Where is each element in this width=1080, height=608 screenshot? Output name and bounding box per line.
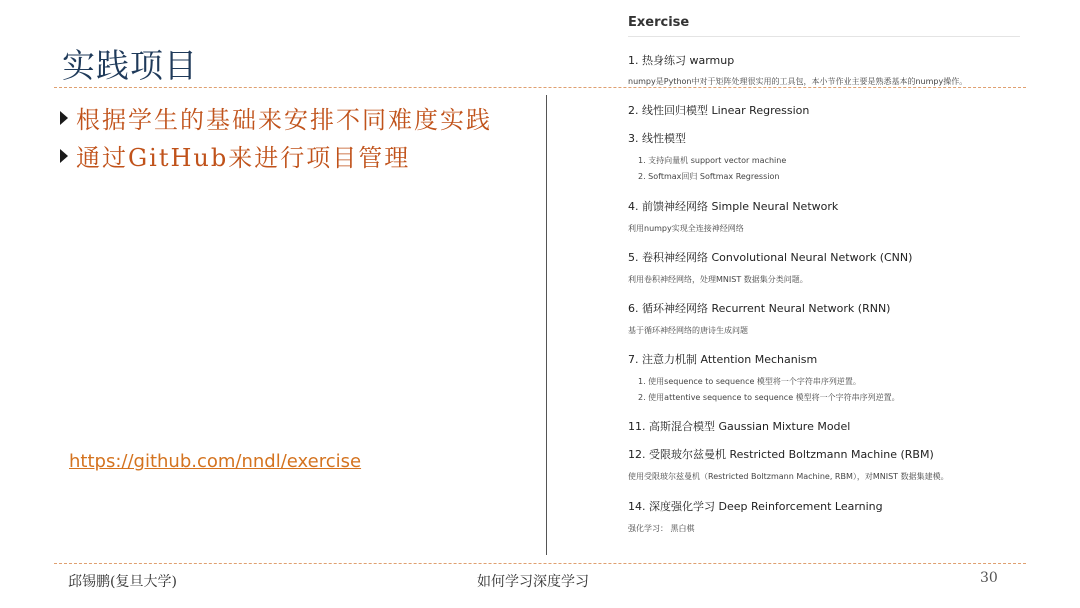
exercise-item-title: 14. 深度强化学习 Deep Reinforcement Learning xyxy=(628,500,883,513)
exercise-item-title: 12. 受限玻尔兹曼机 Restricted Boltzmann Machine (RBM) xyxy=(628,448,934,461)
footer-course-title: 如何学习深度学习 xyxy=(477,574,589,590)
exercise-item-desc: numpy是Python中对于矩阵处理很实用的工具包，本小节作业主要是熟悉基本的numpy操作。 xyxy=(628,77,968,86)
triangle-bullet-icon xyxy=(60,111,68,125)
exercise-subitem: 1. 使用sequence to sequence 模型将一个字符串序列逆置。 xyxy=(638,377,861,386)
footer-author: 邱锡鹏(复旦大学) xyxy=(68,574,177,590)
exercise-item-desc: 利用numpy实现全连接神经网络 xyxy=(628,224,744,233)
exercise-item-title: 1. 热身练习 warmup xyxy=(628,54,735,67)
bullet-text: 根据学生的基础来安排不同难度实践 xyxy=(76,105,492,134)
bullet-text: 通过GitHub来进行项目管理 xyxy=(76,143,411,172)
exercise-item-desc: 基于循环神经网络的唐诗生成问题 xyxy=(628,326,748,335)
header-rule xyxy=(628,36,1020,37)
page-number: 30 xyxy=(980,570,998,586)
exercise-item-desc: 利用卷积神经网络，处理MNIST 数据集分类问题。 xyxy=(628,275,808,284)
exercise-item-title: 7. 注意力机制 Attention Mechanism xyxy=(628,353,818,366)
exercise-subitem: 1. 支持向量机 support vector machine xyxy=(638,156,787,165)
footer-divider xyxy=(54,563,1026,564)
exercise-subitem: 2. Softmax回归 Softmax Regression xyxy=(638,172,780,181)
exercise-screenshot xyxy=(628,10,1028,550)
bullet-item xyxy=(60,98,492,136)
exercise-item-desc: 使用受限玻尔兹曼机（Restricted Boltzmann Machine, RBM），对MNIST 数据集建模。 xyxy=(628,472,949,481)
exercise-header: Exercise xyxy=(628,15,690,30)
exercise-item-title: 3. 线性模型 xyxy=(628,132,686,145)
exercise-item-title: 4. 前馈神经网络 Simple Neural Network xyxy=(628,200,839,213)
exercise-item-title: 11. 高斯混合模型 Gaussian Mixture Model xyxy=(628,420,851,433)
github-repo-link[interactable]: https://github.com/nndl/exercise xyxy=(69,451,362,472)
exercise-item-title: 5. 卷积神经网络 Convolutional Neural Network (CNN) xyxy=(628,251,913,264)
exercise-item-title: 2. 线性回归模型 Linear Regression xyxy=(628,104,810,117)
exercise-subitem: 2. 使用attentive sequence to sequence 模型将一个字符串序列逆置。 xyxy=(638,393,900,402)
vertical-divider xyxy=(546,95,547,555)
bullet-item xyxy=(60,136,492,174)
bullet-list xyxy=(60,98,492,174)
exercise-item-title: 6. 循环神经网络 Recurrent Neural Network (RNN) xyxy=(628,302,891,315)
exercise-item-desc: 强化学习： 黑白棋 xyxy=(628,524,695,533)
triangle-bullet-icon xyxy=(60,149,68,163)
slide-title: 实践项目 xyxy=(62,46,198,85)
